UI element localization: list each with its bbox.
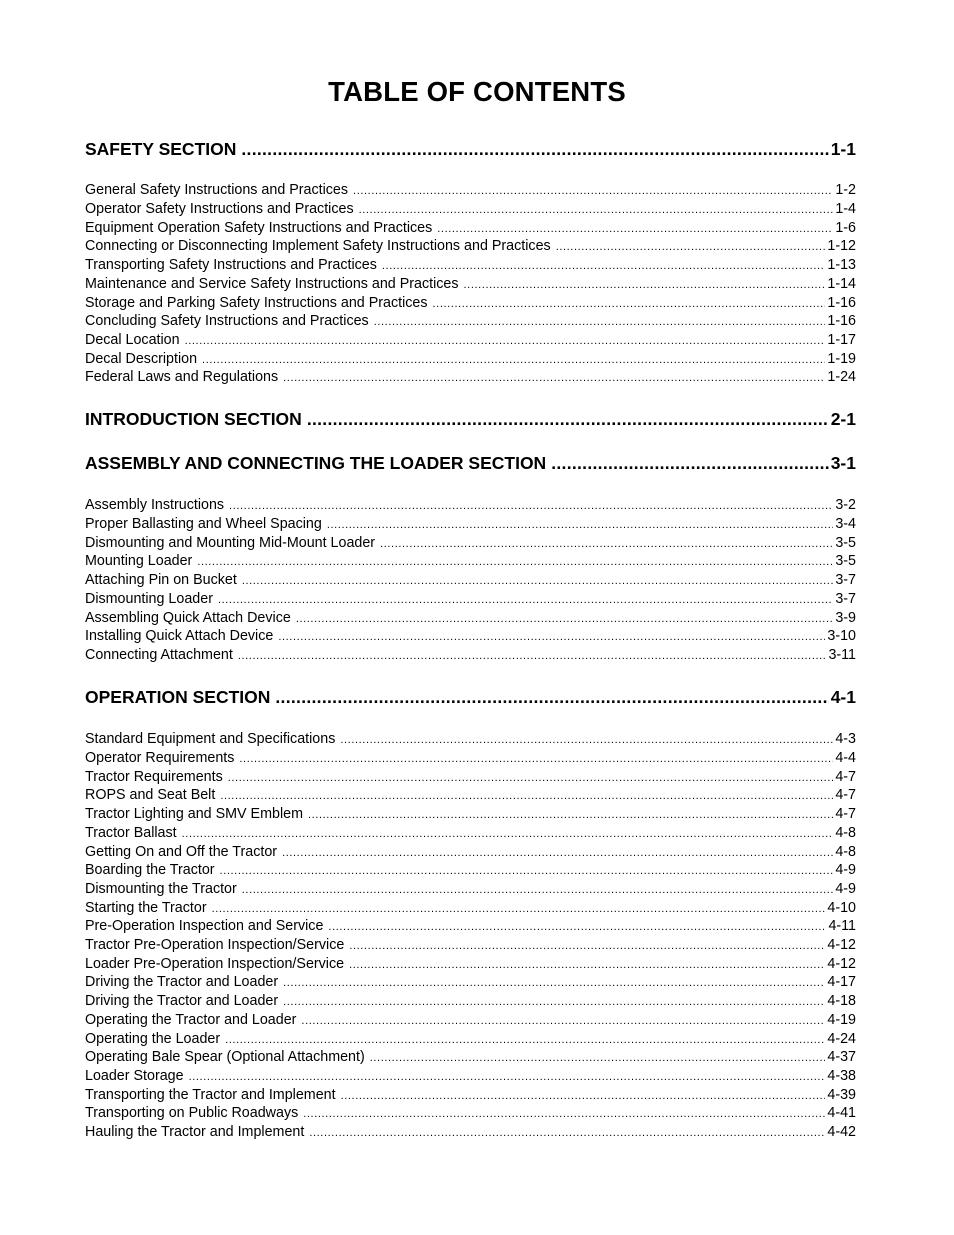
entry-page: 1-2 <box>835 182 856 198</box>
entry-page: 4-17 <box>827 974 856 990</box>
entry-page: 1-14 <box>827 276 856 292</box>
dot-leader <box>182 825 834 843</box>
entry-label: Assembly Instructions <box>85 497 225 513</box>
dot-leader <box>349 956 825 974</box>
entry-page: 4-39 <box>827 1087 856 1103</box>
entry-label: Maintenance and Service Safety Instructions and Practices <box>85 276 459 292</box>
entry-page: 1-16 <box>827 313 856 329</box>
entry-label: Transporting Safety Instructions and Practices <box>85 257 377 273</box>
entry-page: 3-9 <box>835 610 856 626</box>
entry-label: General Safety Instructions and Practices <box>85 182 349 198</box>
toc-entry[interactable] <box>85 786 856 804</box>
dot-leader <box>242 881 834 899</box>
toc-entry[interactable] <box>85 749 856 767</box>
dot-leader <box>433 295 826 313</box>
toc-entry[interactable] <box>85 219 856 237</box>
entry-page: 1-6 <box>835 220 856 236</box>
entry-page: 4-41 <box>827 1105 856 1121</box>
dot-leader <box>556 238 826 256</box>
entry-page: 1-13 <box>827 257 856 273</box>
toc-entry[interactable] <box>85 590 856 608</box>
dot-leader <box>551 452 829 474</box>
toc-entry[interactable] <box>85 646 856 664</box>
entry-label: Concluding Safety Instructions and Practices <box>85 313 369 329</box>
dot-leader <box>228 769 834 787</box>
toc-entry[interactable] <box>85 917 856 935</box>
entry-label: Driving the Tractor and Loader <box>85 993 279 1009</box>
entry-label: Tractor Ballast <box>85 825 177 841</box>
entry-page: 4-4 <box>835 750 856 766</box>
dot-leader <box>359 201 834 219</box>
entry-page: 4-24 <box>827 1031 856 1047</box>
section-page: 1-1 <box>830 139 856 159</box>
entry-page: 4-11 <box>828 918 856 934</box>
dot-leader <box>437 220 833 238</box>
toc-entry[interactable] <box>85 899 856 917</box>
entry-page: 4-7 <box>835 787 856 803</box>
entry-page: 4-3 <box>835 731 856 747</box>
entry-label: Connecting or Disconnecting Implement Safety Instructions and Practices <box>85 238 551 254</box>
entry-page: 1-16 <box>827 295 856 311</box>
dot-leader <box>303 1105 825 1123</box>
toc-entry[interactable] <box>85 843 856 861</box>
dot-leader <box>218 591 833 609</box>
entry-page: 3-2 <box>835 497 856 513</box>
section-page: 4-1 <box>830 687 856 707</box>
entry-page: 3-5 <box>835 553 856 569</box>
section-heading: ASSEMBLY AND CONNECTING THE LOADER SECTION <box>85 453 547 473</box>
entry-page: 4-19 <box>827 1012 856 1028</box>
dot-leader <box>202 351 825 369</box>
dot-leader <box>308 806 833 824</box>
dot-leader <box>370 1049 826 1067</box>
entry-page: 4-12 <box>827 937 856 953</box>
dot-leader <box>238 647 827 665</box>
entry-label: Operating the Loader <box>85 1031 221 1047</box>
dot-leader <box>307 408 829 430</box>
entry-label: Boarding the Tractor <box>85 862 215 878</box>
entry-label: Operator Requirements <box>85 750 235 766</box>
dot-leader <box>353 182 833 200</box>
dot-leader <box>296 610 834 628</box>
toc-entry[interactable] <box>85 571 856 589</box>
dot-leader <box>212 900 826 918</box>
entry-page: 1-19 <box>827 351 856 367</box>
entry-page: 4-8 <box>835 825 856 841</box>
dot-leader <box>380 535 833 553</box>
dot-leader <box>349 937 825 955</box>
entry-page: 3-4 <box>835 516 856 532</box>
entry-label: Decal Description <box>85 351 198 367</box>
entry-label: Pre-Operation Inspection and Service <box>85 918 324 934</box>
entry-label: Decal Location <box>85 332 180 348</box>
dot-leader <box>275 686 828 708</box>
entry-label: Assembling Quick Attach Device <box>85 610 291 626</box>
toc-entry[interactable] <box>85 627 856 645</box>
entry-label: Driving the Tractor and Loader <box>85 974 279 990</box>
toc-entry[interactable] <box>85 552 856 570</box>
entry-page: 4-42 <box>827 1124 856 1140</box>
entry-label: Federal Laws and Regulations <box>85 369 279 385</box>
entry-label: Mounting Loader <box>85 553 193 569</box>
section-heading: SAFETY SECTION <box>85 139 237 159</box>
toc-entry[interactable] <box>85 936 856 954</box>
toc-entry[interactable] <box>85 1086 856 1104</box>
entry-label: Standard Equipment and Specifications <box>85 731 336 747</box>
toc-entry[interactable] <box>85 973 856 991</box>
dot-leader <box>239 750 833 768</box>
entry-label: Connecting Attachment <box>85 647 233 663</box>
dot-leader <box>283 993 825 1011</box>
entry-page: 1-24 <box>827 369 856 385</box>
toc-entry[interactable] <box>85 331 856 349</box>
section-heading: OPERATION SECTION <box>85 687 271 707</box>
toc-entry[interactable] <box>85 1123 856 1141</box>
entry-label: Equipment Operation Safety Instructions and Practices <box>85 220 433 236</box>
toc-entry[interactable] <box>85 955 856 973</box>
entry-label: Transporting the Tractor and Implement <box>85 1087 336 1103</box>
toc-entry[interactable] <box>85 275 856 293</box>
entry-label: Loader Storage <box>85 1068 184 1084</box>
page-title: TABLE OF CONTENTS <box>328 76 626 107</box>
entry-label: Dismounting the Tractor <box>85 881 237 897</box>
dot-leader <box>309 1124 825 1142</box>
entry-page: 4-7 <box>835 806 856 822</box>
dot-leader <box>225 1031 825 1049</box>
entry-page: 3-7 <box>835 572 856 588</box>
dot-leader <box>327 516 833 534</box>
dot-leader <box>283 369 825 387</box>
entry-label: Storage and Parking Safety Instructions and Practices <box>85 295 428 311</box>
dot-leader <box>328 918 826 936</box>
toc-entry[interactable] <box>85 534 856 552</box>
toc-entry[interactable] <box>85 1048 856 1066</box>
toc-entry[interactable] <box>85 312 856 330</box>
toc-entry[interactable] <box>85 350 856 368</box>
entry-label: Tractor Lighting and SMV Emblem <box>85 806 303 822</box>
entry-label: Tractor Requirements <box>85 769 223 785</box>
dot-leader <box>189 1068 826 1086</box>
dot-leader <box>464 276 826 294</box>
entry-label: Installing Quick Attach Device <box>85 628 274 644</box>
toc-entry[interactable] <box>85 730 856 748</box>
entry-page: 4-10 <box>827 900 856 916</box>
toc-entry[interactable] <box>85 609 856 627</box>
entry-page: 4-18 <box>827 993 856 1009</box>
dot-leader <box>241 138 828 160</box>
toc-entry[interactable] <box>85 1067 856 1085</box>
entry-label: Loader Pre-Operation Inspection/Service <box>85 956 345 972</box>
toc-section-assembly[interactable] <box>85 452 856 474</box>
dot-leader <box>197 553 833 571</box>
dot-leader <box>220 862 834 880</box>
entry-page: 4-37 <box>827 1049 856 1065</box>
toc-entry[interactable] <box>85 237 856 255</box>
toc-entry[interactable] <box>85 1011 856 1029</box>
dot-leader <box>229 497 833 515</box>
entry-page: 4-9 <box>835 881 856 897</box>
dot-leader <box>382 257 825 275</box>
toc-entry[interactable] <box>85 294 856 312</box>
toc-entry[interactable] <box>85 181 856 199</box>
entry-label: Transporting on Public Roadways <box>85 1105 299 1121</box>
toc-entry[interactable] <box>85 496 856 514</box>
entry-label: Dismounting Loader <box>85 591 213 607</box>
entry-page: 4-9 <box>835 862 856 878</box>
entry-page: 3-11 <box>828 647 856 663</box>
entry-label: Proper Ballasting and Wheel Spacing <box>85 516 322 532</box>
dot-leader <box>282 844 833 862</box>
entry-page: 3-10 <box>827 628 856 644</box>
entry-page: 4-8 <box>835 844 856 860</box>
toc-entry[interactable] <box>85 880 856 898</box>
entry-page: 3-7 <box>835 591 856 607</box>
entry-page: 4-12 <box>827 956 856 972</box>
dot-leader <box>278 628 825 646</box>
toc-section-operation[interactable] <box>85 686 856 708</box>
entry-label: Hauling the Tractor and Implement <box>85 1124 305 1140</box>
dot-leader <box>374 313 826 331</box>
entry-label: Operating the Tractor and Loader <box>85 1012 297 1028</box>
dot-leader <box>185 332 826 350</box>
entry-label: Dismounting and Mounting Mid-Mount Loader <box>85 535 376 551</box>
toc-entry[interactable] <box>85 256 856 274</box>
dot-leader <box>242 572 834 590</box>
toc-section-introduction[interactable] <box>85 408 856 430</box>
entry-page: 1-4 <box>835 201 856 217</box>
toc-entry[interactable] <box>85 200 856 218</box>
toc-entry[interactable] <box>85 805 856 823</box>
toc-entry[interactable] <box>85 861 856 879</box>
dot-leader <box>283 974 825 992</box>
dot-leader <box>220 787 833 805</box>
toc-entry[interactable] <box>85 515 856 533</box>
toc-entry[interactable] <box>85 1030 856 1048</box>
section-heading: INTRODUCTION SECTION <box>85 409 302 429</box>
toc-section-safety[interactable] <box>85 138 856 160</box>
entry-page: 4-7 <box>835 769 856 785</box>
entry-label: Attaching Pin on Bucket <box>85 572 237 588</box>
dot-leader <box>301 1012 825 1030</box>
section-page: 2-1 <box>830 409 856 429</box>
toc-entry[interactable] <box>85 824 856 842</box>
section-page: 3-1 <box>830 453 856 473</box>
entry-label: ROPS and Seat Belt <box>85 787 216 803</box>
entry-page: 1-17 <box>827 332 856 348</box>
entry-label: Operator Safety Instructions and Practices <box>85 201 354 217</box>
toc-entry[interactable] <box>85 1104 856 1122</box>
entry-label: Starting the Tractor <box>85 900 207 916</box>
entry-label: Tractor Pre-Operation Inspection/Service <box>85 937 345 953</box>
entry-label: Getting On and Off the Tractor <box>85 844 278 860</box>
dot-leader <box>341 1087 826 1105</box>
toc-entry[interactable] <box>85 768 856 786</box>
toc-entry[interactable] <box>85 368 856 386</box>
toc-entry[interactable] <box>85 992 856 1010</box>
entry-page: 4-38 <box>827 1068 856 1084</box>
entry-page: 1-12 <box>827 238 856 254</box>
entry-page: 3-5 <box>835 535 856 551</box>
dot-leader <box>340 731 833 749</box>
entry-label: Operating Bale Spear (Optional Attachment) <box>85 1049 365 1065</box>
